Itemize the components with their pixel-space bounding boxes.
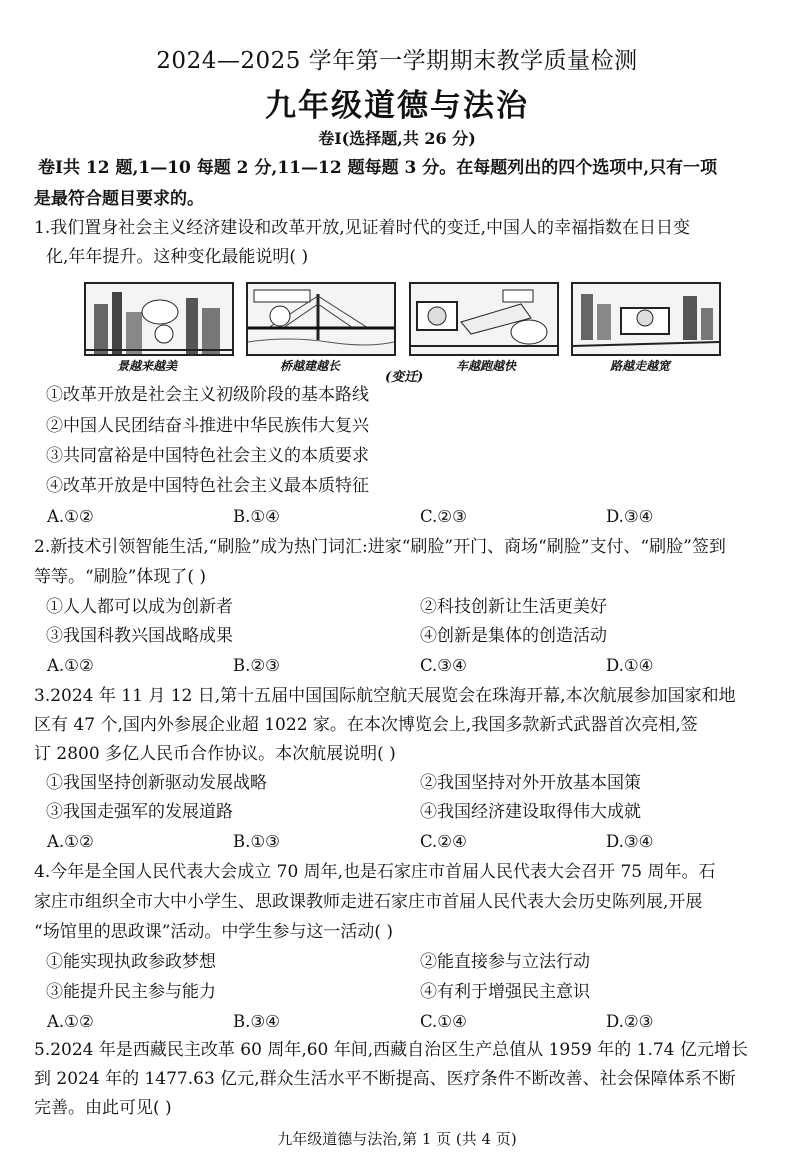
page-footer: 九年级道德与法治,第 1 页 (共 4 页) (277, 1130, 517, 1148)
section-heading: 卷Ⅰ(选择题,共 26 分) (318, 129, 476, 148)
q2-statement-3: ③我国科教兴国战略成果 (46, 626, 233, 646)
q2-statement-2: ②科技创新让生活更美好 (420, 597, 607, 617)
q2-option-c: C.③④ (420, 656, 467, 675)
q3-statement-2: ②我国坚持对外开放基本国策 (420, 773, 641, 793)
q1-statement-1: ①改革开放是社会主义初级阶段的基本路线 (46, 385, 369, 405)
q1-statement-2: ②中国人民团结奋斗推进中华民族伟大复兴 (46, 416, 369, 436)
q3-option-b: B.①③ (233, 832, 280, 851)
q3-stem-line1: 3.2024 年 11 月 12 日,第十五届中国国际航空航天展览会在珠海开幕,本次航展参加国家和地 (34, 686, 736, 706)
caption-bridge: 桥越建越长 (280, 359, 341, 373)
q4-option-b: B.③④ (233, 1012, 280, 1031)
instructions-line2: 是最符合题目要求的。 (34, 189, 204, 209)
q4-option-a: A.①② (47, 1012, 94, 1031)
caption-road: 路越走越宽 (610, 359, 671, 373)
q2-option-d: D.①④ (606, 656, 654, 675)
q4-option-c: C.①④ (420, 1012, 467, 1031)
bridge-illustration (248, 284, 394, 354)
q4-option-d: D.②③ (606, 1012, 654, 1031)
q2-statement-1: ①人人都可以成为创新者 (46, 597, 233, 617)
caption-scenery: 景越来越美 (117, 359, 178, 373)
train-illustration (411, 284, 557, 354)
q1-option-a: A.①② (47, 507, 94, 526)
q2-option-b: B.②③ (233, 656, 280, 675)
q2-stem-line2: 等等。“刷脸”体现了( ) (34, 567, 207, 587)
comic-panel-road (571, 282, 721, 356)
q4-stem-line1: 4.今年是全国人民代表大会成立 70 周年,也是石家庄市首届人民代表大会召开 75 周年。石 (34, 862, 716, 882)
q3-option-c: C.②④ (420, 832, 467, 851)
caption-train: 车越跑越快 (456, 359, 517, 373)
q4-statement-4: ④有利于增强民主意识 (420, 982, 590, 1002)
comic-panel-bridge (246, 282, 396, 356)
q4-stem-line3: “场馆里的思政课”活动。中学生参与这一活动( ) (34, 922, 394, 942)
q1-option-c: C.②③ (420, 507, 467, 526)
q4-statement-1: ①能实现执政参政梦想 (46, 952, 216, 972)
road-illustration (573, 284, 719, 354)
q5-stem-line2: 到 2024 年的 1477.63 亿元,群众生活水平不断提高、医疗条件不断改善、社会保障体系不断 (34, 1069, 736, 1089)
caption-change: (变迁) (385, 370, 424, 385)
q5-stem-line1: 5.2024 年是西藏民主改革 60 周年,60 年间,西藏自治区生产总值从 1959 年的 1.74 亿元增长 (34, 1040, 748, 1060)
comic-panel-train (409, 282, 559, 356)
subject-title: 九年级道德与法治 (265, 88, 529, 124)
q2-option-a: A.①② (47, 656, 94, 675)
q1-statement-4: ④改革开放是中国特色社会主义最本质特征 (46, 476, 369, 496)
q4-statement-3: ③能提升民主参与能力 (46, 982, 216, 1002)
q1-option-b: B.①④ (233, 507, 280, 526)
q1-option-d: D.③④ (606, 507, 654, 526)
q3-statement-3: ③我国走强军的发展道路 (46, 802, 233, 822)
q4-statement-2: ②能直接参与立法行动 (420, 952, 590, 972)
q4-stem-line2: 家庄市组织全市大中小学生、思政课教师走进石家庄市首届人民代表大会历史陈列展,开展 (34, 892, 703, 912)
city-skyline-illustration (86, 284, 232, 354)
q3-statement-1: ①我国坚持创新驱动发展战略 (46, 773, 267, 793)
q5-stem-line3: 完善。由此可见( ) (34, 1098, 172, 1118)
q3-stem-line3: 订 2800 多亿人民币合作协议。本次航展说明( ) (34, 744, 396, 764)
q3-option-d: D.③④ (606, 832, 654, 851)
instructions-line1: 卷Ⅰ共 12 题,1—10 每题 2 分,11—12 题每题 3 分。在每题列出的四个选项中,只有一项 (38, 158, 718, 178)
q1-stem-line1: 1.我们置身社会主义经济建设和改革开放,见证着时代的变迁,中国人的幸福指数在日日变 (34, 218, 691, 238)
exam-title: 2024—2025 学年第一学期期末教学质量检测 (156, 48, 638, 74)
q2-statement-4: ④创新是集体的创造活动 (420, 626, 607, 646)
q3-statement-4: ④我国经济建设取得伟大成就 (420, 802, 641, 822)
q3-stem-line2: 区有 47 个,国内外参展企业超 1022 家。在本次博览会上,我国多款新式武器首次亮相,签 (34, 715, 698, 735)
q3-option-a: A.①② (47, 832, 94, 851)
comic-panel-scenery (84, 282, 234, 356)
q1-statement-3: ③共同富裕是中国特色社会主义的本质要求 (46, 446, 369, 466)
q2-stem-line1: 2.新技术引领智能生活,“刷脸”成为热门词汇:进家“刷脸”开门、商场“刷脸”支付、“刷脸”签到 (34, 537, 726, 557)
q1-stem-line2: 化,年年提升。这种变化最能说明( ) (46, 247, 309, 267)
